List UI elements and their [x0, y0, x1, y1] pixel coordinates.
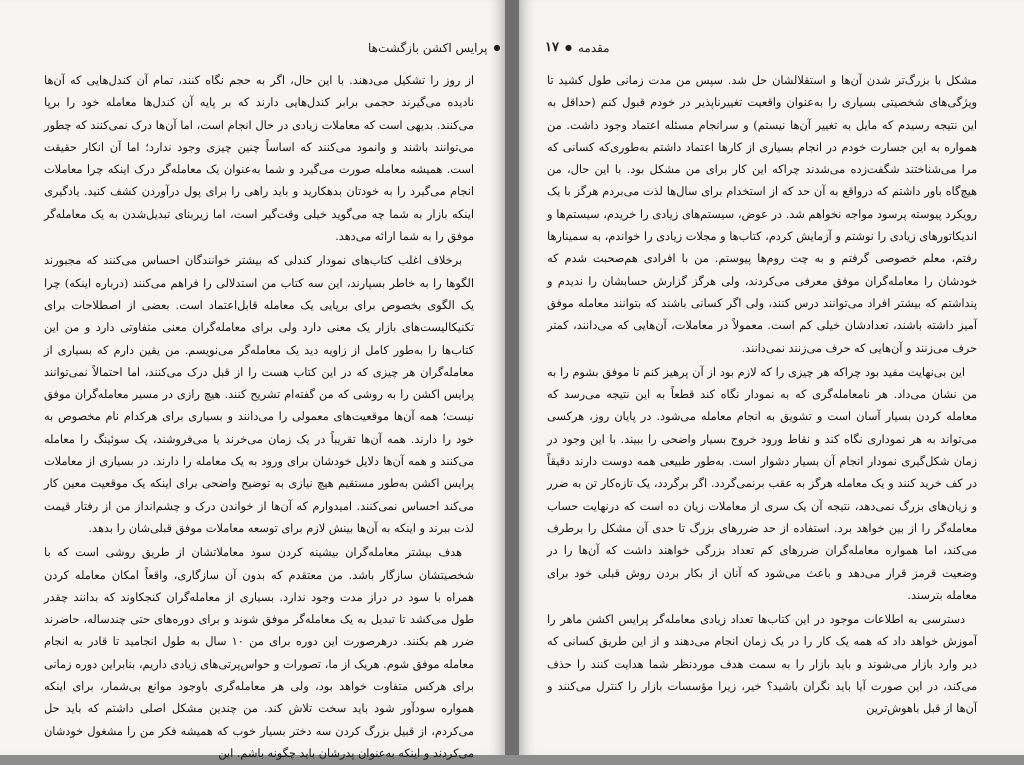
paragraph: این بی‌نهایت مفید بود چراکه هر چیزی را که لازم بود از آن پرهیز کنم تا موفق بشوم را به من نشان می‌داد. هر نامعامله‌گری که به نمودار نگاه کند قطعاً به این نتیجه می‌رسد که معامله کردن بسیار آسان است و تشویق به انجام معامله می‌شود. در پایان روز، هرکسی می‌تواند به هر نموداری نگاه کند و نقاط ورود خروج بسیار واضحی را ببیند. با این وجود در زمان شکل‌گیری نمودار انجام آن بسیار دشوار است. به‌طور طبیعی همه دوست دارند دقیقاً در کف خرید کنند و یک معامله هرگز به عقب برنمی‌گردد. اگر برگردد، یک تازه‌کار تن به ضرر و زیان‌های بزرگ نمی‌دهد، نتیجه آن یک سری از معاملات زیان ده است که درنهایت حساب معامله‌گر را از بین خواهد برد. استفاده از حد ضررهای بزرگ تا حدی آن مشکل را برطرف می‌کند، اما همواره معامله‌گران ضررهای کم تعداد بزرگی خواهند داشت که آن‌ها را در وضعیت قرمز قرار می‌دهد و باعث می‌شود که آنان از بکار بردن روش قبلی خود برای معامله بترسند. — [547, 365, 977, 602]
paragraph: مشکل با بزرگ‌تر شدن آن‌ها و استقلالشان حل شد. سپس من مدت زمانی طول کشید تا ویژگی‌های شخصیتی بسیاری را به‌عنوان واقعیت تغییرناپذیر در خودم قبول کنم (حداقل به این نتیجه رسیدم که مایل به تغییر آن‌ها نیستم) و سرانجام مسئله اعتماد وجود داشت. من همواره به این جسارت خودم در انجام بسیاری از کارها اعتماد داشتم به‌طوری‌که کسانی که مرا می‌شناختند شگفت‌زده می‌شدند چراکه این کار برای من مشکل بود. با این حال، من هیچ‌گاه باور داشتم که درواقع به آن حد که از استخدام برای سال‌ها لذت می‌بردم هرگز با یک رویکرد پیوسته پرسود مواجه نخواهم شد. در عوض، سیستم‌های زیادی را خریدم، سیستم‌ها و اندیکاتورهای زیادی را نوشتم و آزمایش کردم، کتاب‌ها و مجلات زیادی را خواندم، به سمینارها رفتم، معلم خصوصی گرفتم و به چت روم‌ها پیوستم. من با افرادی هم‌صحبت شدم که خودشان را معامله‌گران موفق معرفی می‌کردند، ولی هرگز گزارش حسابشان را ندیدم و پنداشتم که بیشتر افراد می‌توانند درس کنند، ولی اگر کسانی باشند که بتوانند معامله موفق آمیز داشته باشند، تعدادشان خیلی کم است. معمولاً در معاملات، آن‌هایی که می‌دانند، کمتر حرف می‌زنند و آن‌هایی که حرف می‌زنند نمی‌دانند. — [547, 74, 977, 355]
left-page — [0, 0, 505, 760]
left-running-header — [368, 40, 520, 55]
left-header-title: پرایس اکشن بازگشت‌ها — [368, 40, 488, 55]
paragraph: برخلاف اغلب کتاب‌های نمودار کندلی که بیشتر خوانندگان احساس می‌کنند که مجبورند الگوها را به خاطر بسپارند، این سه کتاب من استدلالی را فراهم می‌کنند (درباره اینکه) چرا یک الگوی بخصوص برای برپایی یک معامله قابل‌اعتماد است. بعضی از اصطلاحات برای تکنیکالیست‌های بازار یک معنی دارد ولی برای معامله‌گران معنی متفاوتی دارد و من این کتاب‌ها را به‌طور کامل از زاویه دید یک معامله‌گر می‌نویسم. من یقین دارم که بسیاری از معامله‌گران هر چیزی که در این کتاب هست را از قبل درک می‌کنند، اما احتمالاً نمی‌توانند پرایس اکشن را به روشی که من گفته‌ام تشریح کنند. هیچ رازی در مسیر معامله‌گران موفق نیست؛ همه آن‌ها موقعیت‌های معمولی را می‌دانند و بسیاری برای هرکدام نام مخصوص به خود را دارند. همه آن‌ها تقریباً در یک زمان می‌خرند یا می‌فروشند، یک سوئینگ را معامله می‌کنند و همه آن‌ها دلایل خودشان برای ورود به یک معامله را دارند. در بسیاری از معاملات پرایس اکشن به‌طور مستقیم هیچ نیازی به توضیح واضحی برای اینکه یک موقعیت معین کار می‌کند احساس نمی‌کنند. امیدوارم که آن‌ها از خواندن درک و چشم‌انداز من از رفتار قیمت لذت ببرند و اینکه به آن‌ها بینش لازم برای توسعه معاملات موفق قبلی‌شان را بدهد. — [44, 254, 474, 535]
header-bullet-icon: ● — [564, 43, 572, 52]
paragraph: از روز را تشکیل می‌دهند. با این حال، اگر به حجم نگاه کنند، تمام آن کندل‌هایی که آن‌ها نادیده می‌گیرند حجمی برابر کندل‌هایی دارند که بر پایه آن کندل‌ها معامله خود را برپا می‌کنند. بدیهی است که معاملات زیادی در حال انجام است، اما آن‌ها درک نمی‌کنند که چطور می‌توانند باشند و وانمود می‌کنند که اساساً چنین چیزی وجود ندارد؛ اما آن انکار حقیقت است. همیشه معامله صورت می‌گیرد و شما به‌عنوان یک معامله‌گر درک اینکه چرا معاملات انجام می‌گیرد را به خودتان بدهکارید و باید راهی را برای پول درآوردن کشف کنید. یادگیری اینکه بازار به شما چه می‌گوید خیلی وقت‌گیر است، اما زیربنای تبدیل‌شدن به یک معامله‌گر موفق را به شما ارائه می‌دهد. — [44, 74, 474, 244]
book-gutter — [505, 0, 519, 755]
paragraph: دسترسی به اطلاعات موجود در این کتاب‌ها تعداد زیادی معامله‌گر پرایس اکشن ماهر را آموزش خواهد داد که همه یک کار را در یک زمان انجام می‌دهند و از این طریق کسانی که دیر وارد بازار می‌شوند و باید بازار را به سمت هدف موردنظر شما هدایت کنند را حذف می‌کند، در این صورت آیا باید نگران باشید؟ خیر، زیرا مؤسسات بازار را کنترل می‌کنند و آن‌ها از قبل باهوش‌ترین — [547, 613, 977, 716]
right-running-header — [545, 40, 610, 55]
header-bullet-icon: ● — [493, 43, 501, 52]
right-page — [519, 0, 1024, 755]
right-header-title: مقدمه — [577, 40, 610, 55]
paragraph: هدف بیشتر معامله‌گران بیشینه کردن سود معاملاتشان از طریق روشی است که با شخصیتشان سازگار باشد. من معتقدم که بدون آن سازگاری، واقعاً امکان معامله کردن همراه با سود در دراز مدت وجود ندارد. بسیاری از معامله‌گران کنجکاوند که بدانند چقدر طول می‌کشد تا تبدیل به یک معامله‌گر موفق شوند و برای دوره‌های حتی چندساله، حاضرند ضرر هم بکنند. درهرصورت این دوره برای من ۱۰ سال به طول انجامید تا قادر به انجام معامله موفق شوم. هریک از ما، تصورات و حواس‌پرتی‌های زیادی داریم، بنابراین دوره زمانی برای هرکس متفاوت خواهد بود، ولی هر معامله‌گری باوجود موانع بی‌شمار، برای اینکه همواره سودآور شود باید سخت تلاش کند. من چندین مشکل اصلی داشتم که باید حل می‌کردم، از قبیل بزرگ کردن سه دختر بسیار خوب که همیشه فکر من را مشغول خودشان می‌کردند و اینکه به‌عنوان پدرشان باید چگونه باشم. این — [44, 546, 474, 760]
right-body-text — [547, 70, 977, 721]
right-page-number: ۱۷ — [545, 40, 559, 55]
left-body-text — [44, 70, 474, 765]
